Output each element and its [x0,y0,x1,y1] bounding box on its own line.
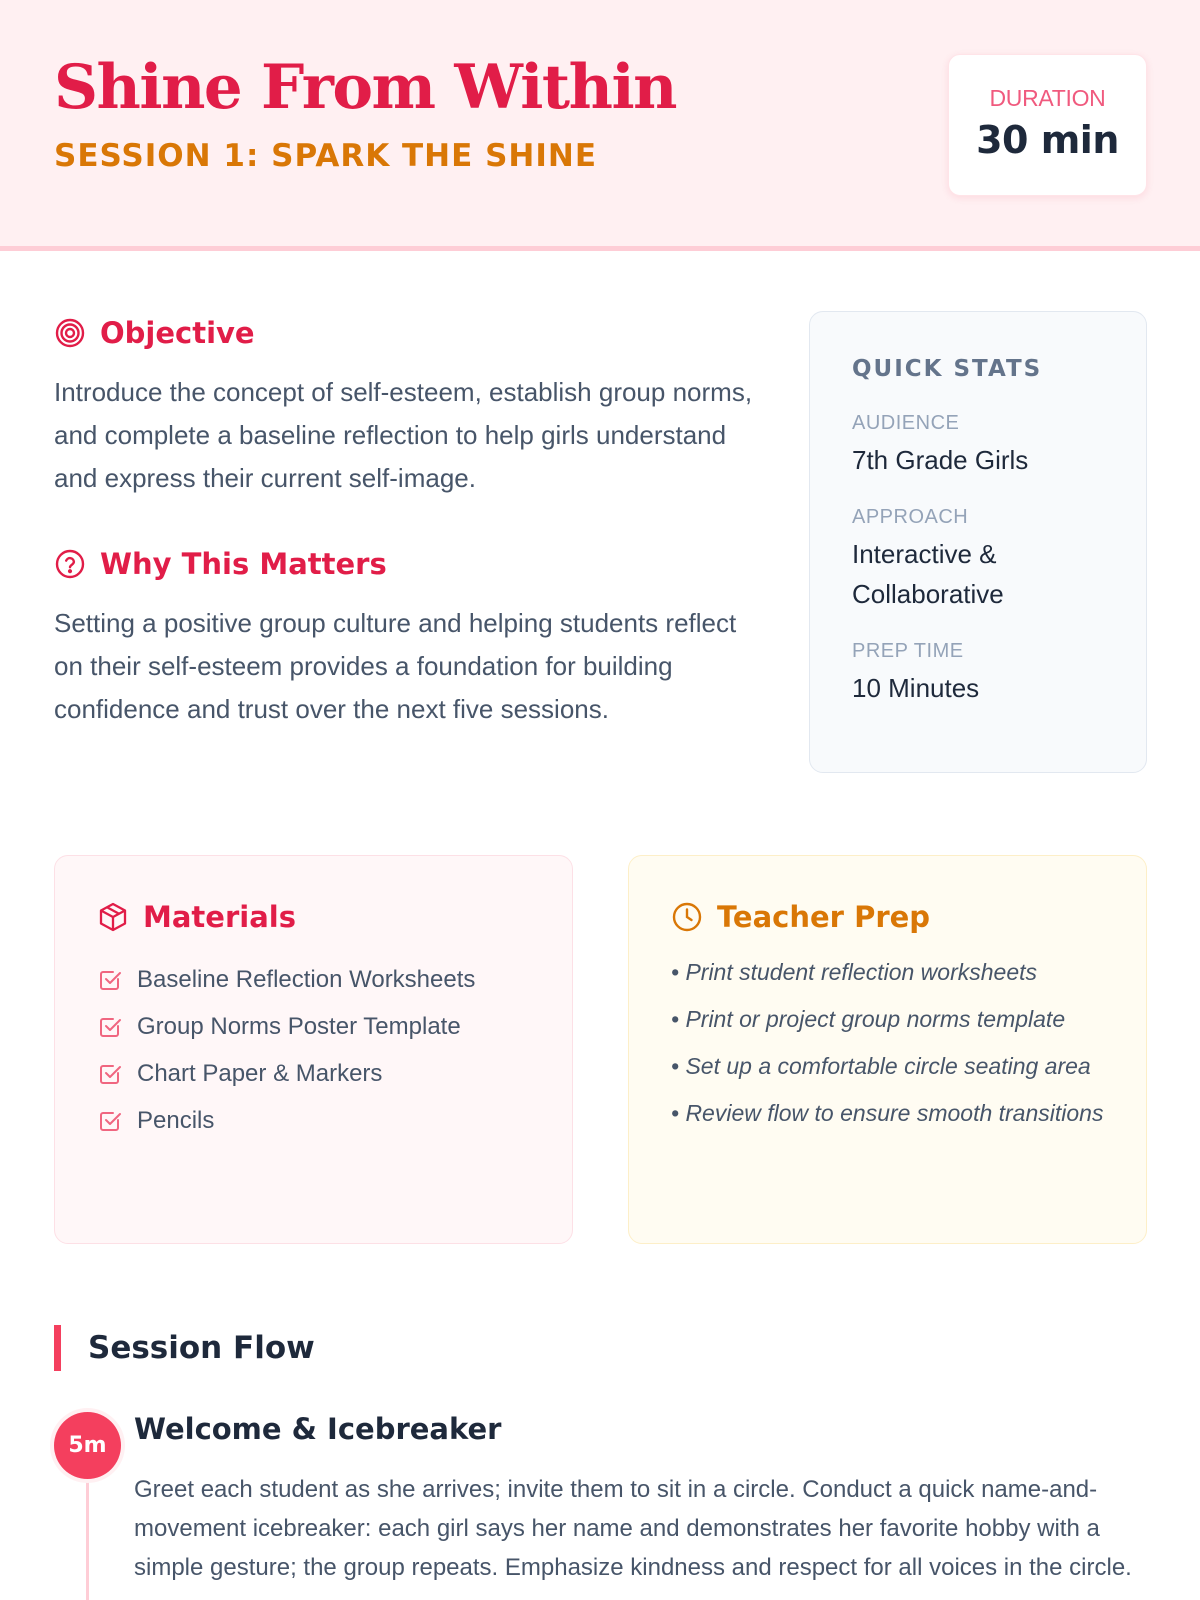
teacher-prep-card [628,855,1147,1244]
page-title: Shine From Within [54,52,676,123]
checkbox-checked-icon [97,1014,123,1040]
stat-value-audience: 7th Grade Girls [852,445,1029,475]
materials-list [97,956,475,1144]
materials-heading-label: Materials [143,900,296,934]
clock-icon [671,901,703,933]
prep-item: • Print or project group norms template [671,1006,1066,1032]
duration-card [948,54,1147,196]
stat-label-prep-time: PREP TIME [852,640,964,662]
objective-heading-label: Objective [100,316,255,350]
prep-item: • Review flow to ensure smooth transitions [671,1100,1104,1126]
materials-item-label: Chart Paper & Markers [137,1059,383,1087]
checkbox-checked-icon [97,1108,123,1134]
objective-text: Introduce the concept of self-esteem, establish group norms, and complete a baseline reflection to help girls understand and express their current self-image. [54,377,753,493]
teacher-prep-list [671,956,1121,1144]
step-description: Greet each student as she arrives; invite them to sit in a circle. Conduct a quick name-and-movement icebreaker: each girl says her name and demonstrates her favorite hobby with a simple gesture; the group repeats. Emphasize kindness and respect for all voices in the circle. [134,1476,1132,1581]
box-icon [97,901,129,933]
materials-item [97,956,475,1003]
quick-stats-title: QUICK STATS [852,356,1043,382]
quick-stats-panel [809,311,1147,773]
prep-item: • Set up a comfortable circle seating area [671,1053,1091,1079]
step-time-badge: 5m [54,1412,121,1479]
why-heading [54,547,387,581]
teacher-prep-heading-label: Teacher Prep [717,900,931,934]
materials-item-label: Group Norms Poster Template [137,1012,461,1040]
prep-item: • Print student reflection worksheets [671,959,1038,985]
materials-item [97,1097,475,1144]
stat-label-approach: APPROACH [852,506,969,528]
target-icon [54,317,86,349]
duration-value: 30 min [976,118,1119,162]
page-header [0,0,1200,251]
checkbox-checked-icon [97,967,123,993]
checkbox-checked-icon [97,1061,123,1087]
step-title: Welcome & Icebreaker [134,1412,502,1446]
why-text: Setting a positive group culture and helping students reflect on their self-esteem provides a foundation for building confidence and trust over the next five sessions. [54,608,737,724]
why-heading-label: Why This Matters [100,547,387,581]
materials-card [54,855,573,1244]
materials-item [97,1050,475,1097]
session-flow-heading: Session Flow [54,1325,315,1371]
duration-label: DURATION [989,85,1106,111]
materials-item [97,1003,475,1050]
session-subtitle: SESSION 1: SPARK THE SHINE [54,138,598,174]
stat-value-approach: Interactive & Collaborative [852,539,1004,609]
materials-item-label: Baseline Reflection Worksheets [137,965,476,993]
materials-heading [97,900,296,934]
materials-item-label: Pencils [137,1106,215,1134]
question-circle-icon [54,548,86,580]
stat-value-prep-time: 10 Minutes [852,673,980,703]
objective-heading [54,316,255,350]
teacher-prep-heading [671,900,930,934]
stat-label-audience: AUDIENCE [852,412,960,434]
